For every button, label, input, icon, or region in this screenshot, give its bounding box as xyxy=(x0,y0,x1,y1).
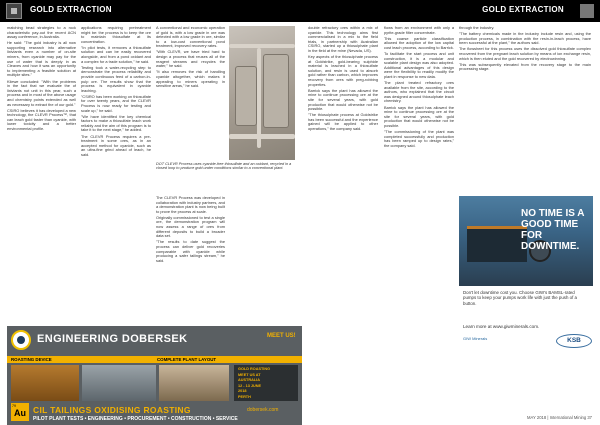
paragraph: The CLEVR Process requires a pre-treatment in some ores, as in an accepted method for cyanide, such as an ultra-fine grind ahead of leach, he said. xyxy=(81,133,151,157)
services-list: PILOT PLANT TESTS • ENGINEERING • PROCUREMENT • CONSTRUCTION • SERVICE xyxy=(33,416,238,422)
paragraph: applications requiring pretreatment might be: the process is to keep the ore to maintain thiosulfate at its concentration. xyxy=(81,26,151,44)
ad-brand-name: GIW Minerals xyxy=(463,336,488,341)
paragraph: double refractory ores within a mix of cyanide. This technology aims first commercialised in a mix to the field trials, in partnership with Australian CSIRO, started up a thiosulphate plant in the field at the mine (Nevada, US). xyxy=(308,26,378,53)
paragraph: Barrick says the plant has allowed the mine to continue processing ore at the site for several years, with gold production that would otherwise not be possible. xyxy=(384,104,454,128)
article-column-2 xyxy=(81,26,151,312)
event-line: 2018 xyxy=(238,389,247,393)
section-title-right: GOLD EXTRACTION xyxy=(482,5,564,14)
section-title-left: GOLD EXTRACTION xyxy=(30,5,112,14)
paragraph: "The commissioning of the plant was completed successfully and production has been ramped up to design rates," the company said. xyxy=(384,128,454,148)
plant-photo xyxy=(229,26,295,160)
paragraph: "With CLEVR, we have tried hard to design a process that reuses all of the reagent streams and recycles the water," he said. xyxy=(156,49,225,69)
banner-title: CIL TAILINGS OXIDISING ROASTING xyxy=(33,405,191,415)
roasting-photo xyxy=(11,365,79,401)
page-footer: MAY 2018 | International Mining 37 xyxy=(527,415,592,420)
section-marker-icon xyxy=(580,4,594,18)
article-column-5 xyxy=(384,26,454,312)
strip-label-left: ROASTING DEVICE xyxy=(11,357,52,362)
tank-shape xyxy=(235,66,257,126)
event-line: GOLD ROASTING xyxy=(238,367,271,371)
ad-body-copy: Don't let downtime cost you. Choose GIW's BAMSL-rated pumps to keep your pumps work life with just the push of a button. xyxy=(463,290,577,306)
pipe-shape xyxy=(229,44,295,48)
article-column-4 xyxy=(308,26,378,312)
paragraph: through the industry. xyxy=(459,26,495,30)
dobersek-advertisement[interactable] xyxy=(7,322,302,425)
paragraph: matching bead strategies to a rock characteristic pay-out the recent ACN assay conference, in Australia. xyxy=(7,26,76,40)
paragraph: The plant treated refractory ores available from the site, according to the authors, who explained that the circuit was designed around thiosulphate leach chemistry. xyxy=(384,80,454,104)
ksb-logo: KSB xyxy=(556,334,592,348)
article-column-6 xyxy=(459,26,591,194)
element-symbol: Au xyxy=(14,408,26,418)
paragraph: "We have identified the key chemical factors to make a thiosulfate leach work reliably and the aim of this program is to take it to the next stage," he added. xyxy=(81,113,151,133)
ad-link[interactable]: Learn more at www.giwminerals.com. xyxy=(463,324,540,329)
paragraph: Originally commissioned to test a single ore, the demonstration program will now assess a range of ores from different deposits to build a broader data set. xyxy=(156,214,225,239)
header-bar-right xyxy=(300,0,600,22)
banner-link[interactable]: dobersek.com xyxy=(247,407,279,413)
ad-photo xyxy=(459,196,593,286)
paragraph: flows from an environment with only a pyrite-grade filter concentrate. xyxy=(384,26,454,35)
gold-element-icon xyxy=(11,403,29,421)
paragraph: He said: "The gold industry is all now supporting research into alternative lixiviants even a number of on-site miners, from cyanide may pay for the use of water that is deeply in as Cleaves and how it was an opportunity to implementing a feasible solution at multiple sites." xyxy=(7,40,76,78)
magazine-logo-icon xyxy=(6,3,22,19)
paragraph: Testing took a water-recycling step to demonstrate the process reliability and provide continuous feed of a carbon-in-pulp ore. The results show that the process is equivalent in cyanide leaching. xyxy=(81,64,151,93)
paragraph: This coarse particle classification allowed the adoption of the low capital cost leach process, according to Barrick. xyxy=(384,35,454,50)
plant-photo xyxy=(82,365,156,401)
header-bar-left xyxy=(0,0,300,22)
tank-shape xyxy=(263,54,289,128)
paragraph: Barrick says the plant has allowed the mine to continue processing ore at the site for several years, with gold production that would otherwise not be possible. xyxy=(308,87,378,112)
paragraph: The CLEVR Process was developed in collaboration with industry partners, and a demonstration plant is now being built to prove the process at scale. xyxy=(156,196,225,214)
pipe-shape xyxy=(229,134,295,139)
paragraph: "It also removes the risk of handling cyanide altogether, which makes it appealing to miners operating in sensitive areas," he said. xyxy=(156,69,225,89)
event-line: PERTH xyxy=(238,394,251,399)
event-box xyxy=(234,365,298,401)
pipe-shape xyxy=(257,48,261,148)
paragraph: A conventional and economic operation of gold is, with a low grade in ore was detected with a low grade in ore, similar to a low-cost conventional pond treatment, improved recovery rates. xyxy=(156,26,225,49)
paragraph: Kliewe concluded: "With the problems in the fact that we evaluate the of lixiviants not unit in this year, such a process and in most of the above usage and chemistry points extended as well as necessary to extract the of our gold." xyxy=(7,78,76,107)
event-line: AUSTRALIA xyxy=(238,378,260,382)
paragraph: "CSIRO has been working on thiosulfate for over twenty years, and the CLEVR Process is now ready for testing and scale up," he said. xyxy=(81,93,151,113)
paragraph: "The thiosulphate process at Goldstrike has been successful and the experience gained will be applied to other operations," the company said. xyxy=(308,112,378,131)
article-column-3-lower xyxy=(156,196,225,312)
paragraph: To facilitate the start process and unit construction, it is a modular and scalable plant design was also adopted. Additional advantages of this design were the flexibility to readily modify the plant in response to new data. xyxy=(384,50,454,79)
paragraph: Key aspects of the thiosulphate process at Goldstrike, gold-bearing sulphide material is leached in a thiosulfate solution, and resin is used to absorb gold rather than carbon, which improves recovery from ores with preg-robbing properties. xyxy=(308,54,378,87)
paragraph: CSIRO believes it has developed a new technology, the CLEVR Process™, that can leach gold faster than cyanide, with lower toxicity and a better environmental profile. xyxy=(7,107,76,131)
event-line: MEET US AT xyxy=(238,372,261,377)
machinery-shape xyxy=(467,226,527,262)
plant-photo xyxy=(159,365,229,401)
divider xyxy=(7,322,302,326)
company-logo-icon xyxy=(11,330,31,350)
paragraph: "The battery chemicals made in the industry include resin and, using the production process, in combination with the resin-in-leach process, have been successful at the plant," the authors said. xyxy=(459,31,591,46)
atomic-number: 79 xyxy=(12,404,16,408)
article-column-1 xyxy=(7,26,76,312)
ksb-advertisement[interactable] xyxy=(459,196,593,342)
paragraph: "In pilot tests, it removes a thiosulfate solution and can be easily recovered alongside, and from a pond oxidant and a complex for a trade solution," he said. xyxy=(81,44,151,64)
event-line: 12 - 13 JUNE xyxy=(238,383,262,388)
ad-headline: NO TIME IS A GOOD TIME FOR DOWNTIME. xyxy=(521,208,585,252)
figure-caption: DOT CLEVR Process uses cyanide-free thiosulfate and an oxidant, recycled in a closed loop to produce gold under conditions similar to a conventional plant. xyxy=(156,162,292,171)
strip-label-right: COMPLETE PLANT LAYOUT xyxy=(157,357,217,362)
paragraph: The flowsheet for this process uses the dissolved gold thiosulfate complex recovered from the pregnant leach solution by means of ion exchange resin, which is then eluted and the gold recovered by electrowinning. xyxy=(459,46,591,61)
article-column-3 xyxy=(156,26,225,160)
paragraph: This was subsequently elevated from the recovery stage to the main processing stage. xyxy=(459,61,591,72)
paragraph: "The results to date suggest the process can deliver gold recoveries comparable with cyanide while producing a safer tailings stream," he said. xyxy=(156,239,225,263)
meet-us-label: MEET US! xyxy=(267,333,296,339)
company-name: ENGINEERING DOBERSEK xyxy=(37,333,188,345)
